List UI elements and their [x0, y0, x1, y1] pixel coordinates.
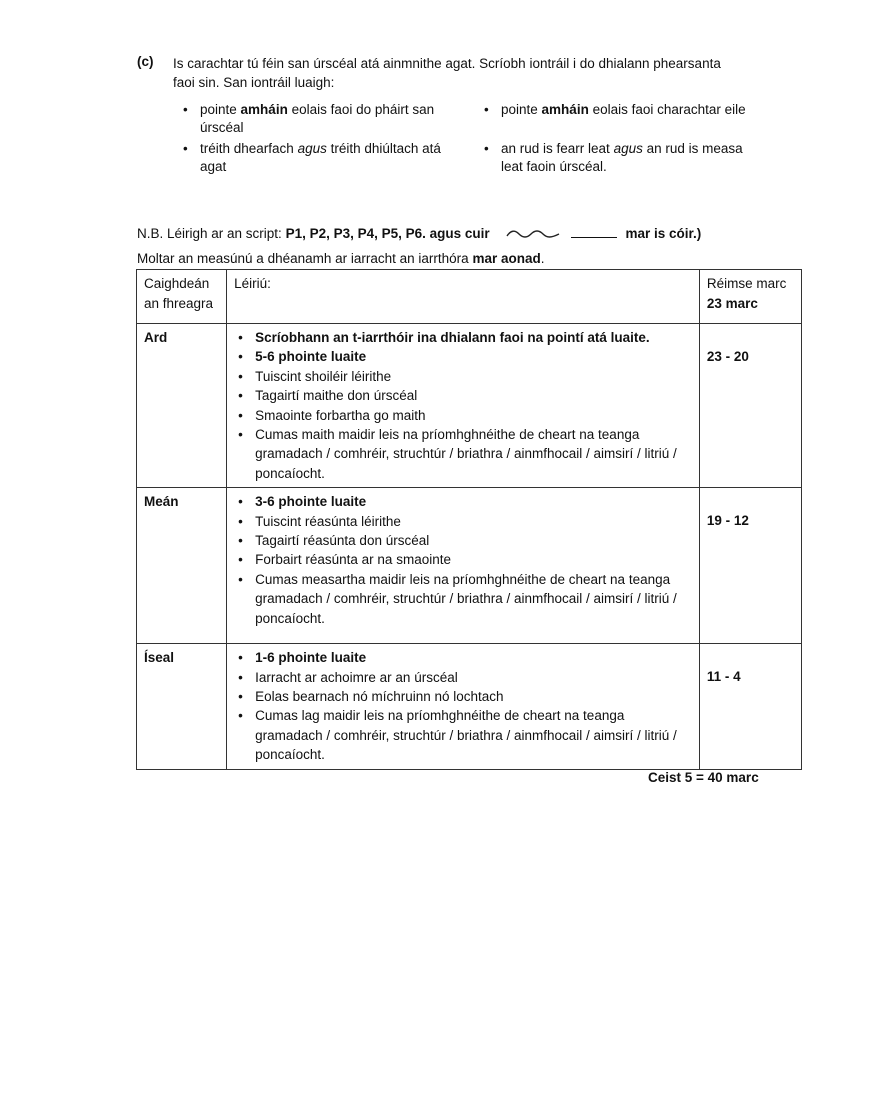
bullet-icon: • — [484, 141, 489, 156]
table-row — [137, 324, 802, 488]
criterion-item: • Iarracht ar achoimre ar an úrscéal — [234, 668, 693, 687]
bullet-icon: • — [238, 388, 243, 404]
criteria-list — [234, 648, 693, 764]
criterion-item: • Scríobhann an t-iarrthóir ina dhialann faoi na pointí atá luaite. — [234, 328, 693, 347]
header-description: Léiriú: — [234, 276, 271, 291]
criterion-item: • Cumas maith maidir leis na príomhghnéithe de cheart na teanga gramadach / comhréir, struchtúr / briathra / ainmfhocail / aimsirí / litriú / poncaíocht. — [238, 427, 677, 481]
table-row — [137, 644, 802, 769]
criterion-item: • Forbairt réasúnta ar na smaointe — [234, 550, 693, 569]
criterion-item: • Tuiscint shoiléir léirithe — [234, 367, 693, 386]
level-label: Íseal — [144, 650, 175, 666]
bullet-icon: • — [484, 102, 489, 117]
criterion-item: • Tagairtí maithe don úrscéal — [234, 386, 693, 405]
criterion-item: • 5-6 phointe luaite — [234, 347, 693, 366]
criterion-item: • 3-6 phointe luaite — [234, 492, 693, 511]
bullet-icon: • — [238, 330, 243, 345]
bullet-icon: • — [238, 708, 243, 724]
mark-range: 19 - 12 — [706, 513, 749, 529]
question-total: Ceist 5 = 40 marc — [648, 770, 759, 785]
bullet-icon: • — [238, 571, 243, 587]
bullet-icon: • — [238, 368, 243, 384]
criterion-item: • Cumas lag maidir leis na príomhghnéithe de cheart na teanga gramadach / comhréir, struchtúr / briathra / ainmfhocail / aimsirí / litriú / poncaíocht. — [238, 708, 677, 763]
criterion-item: • 1-6 phointe luaite — [234, 648, 693, 667]
criterion-item: • Eolas bearnach nó míchruinn nó lochtach — [234, 687, 693, 706]
header-standard: Caighdeán an fhreagra — [144, 276, 214, 311]
criteria-list — [234, 328, 693, 483]
criterion-item: • Tagairtí réasúnta don úrscéal — [234, 531, 693, 550]
level-label: Meán — [144, 494, 179, 510]
table-row — [137, 488, 802, 644]
criterion-item: • Smaointe forbartha go maith — [234, 406, 693, 425]
bullet-icon: • — [238, 427, 243, 443]
bullet-icon: • — [238, 513, 243, 529]
mark-range: 11 - 4 — [706, 669, 741, 685]
nb-instruction: N.B. Léirigh ar an script: P1, P2, P3, P4, P5, P6. agus cuir mar is cóir.) — [137, 226, 702, 241]
bullet-icon: • — [238, 669, 243, 685]
question-label: (c) — [137, 54, 154, 69]
wavy-underline-icon — [505, 228, 561, 240]
assessment-note: Moltar an measúnú a dhéanamh ar iarracht an iarrthóra mar aonad. — [137, 251, 545, 266]
marking-scheme-page: (c) Is carachtar tú féin san úrscéal atá ainmnithe agat. Scríobh iontráil i do dhialann phearsanta faoi sin. San iontráil luaigh: • pointe amháin eolais faoi do pháirt san úrscéal • pointe amháin eolais faoi charachtar eile • tréith dhearfach agus tréith dhiúltach atá agat • an rud is fearr leat agus an rud is measa leat faoin úrscéal. N.B. Léirigh ar an script: P1, P2, P3, P4, P5, P6. agus cuir mar is cóir.) Moltar an measúnú a dhéanamh ar iarracht an iarrthóra mar aonad. Caighdeán an fhreagra Léiriú: Réimse marc 23 marc Ard • Scríobhann an t-iarrthóir ina dhialann faoi na pointí atá luaite. • 5-6 phointe luaite • Tuiscint shoiléir léirithe • Tagairtí maithe don úrscéal • Smaointe forbartha go maith • Cumas maith maidir leis na príomhghnéithe de cheart na teanga gramadach / comhréir, struchtúr / briathra / ainmfhocail / aimsirí / litriú / poncaíocht. 23 - 20 Meán • 3-6 phointe luaite • Tuiscint réasúnta léirithe • Tagairtí réasúnta don úrscéal • Forbairt réasúnta ar na smaointe • Cumas measartha maidir leis na príomhghnéithe de cheart na teanga gramadach / comhréir, struchtúr / briathra / ainmfhocail / aimsirí / litriú / poncaíocht. 19 - 12 Íseal • 1-6 phointe luaite • Iarracht ar achoimre ar an úrscéal • Eolas bearnach nó míchruinn nó lochtach • Cumas lag maidir leis na príomhghnéithe de cheart na teanga gramadach / comhréir, struchtúr / briathra / ainmfhocail / aimsirí / litriú / poncaíocht. 11 - 4 Ceist 5 = 40 marc — [0, 0, 892, 1097]
bullet-icon: • — [238, 349, 243, 365]
bullet-icon: • — [238, 650, 243, 666]
bullet-icon: • — [238, 689, 243, 705]
header-range: Réimse marc 23 marc — [706, 276, 787, 311]
level-label: Ard — [144, 330, 168, 345]
bullet-icon: • — [183, 141, 188, 156]
bullet-icon: • — [238, 552, 243, 568]
bullet-icon: • — [238, 407, 243, 423]
table-header-row — [137, 270, 802, 324]
criteria-list — [234, 492, 693, 628]
bullet-icon: • — [238, 533, 243, 549]
bullet-icon: • — [238, 494, 243, 510]
underline-blank-icon — [571, 226, 617, 238]
question-prompt: Is carachtar tú féin san úrscéal atá ainmnithe agat. Scríobh iontráil i do dhialann phearsanta faoi sin. San iontráil luaigh: — [173, 56, 721, 90]
criterion-item: • Tuiscint réasúnta léirithe — [234, 512, 693, 531]
marking-table — [136, 269, 802, 770]
bullet-icon: • — [183, 102, 188, 117]
criterion-item: • Cumas measartha maidir leis na príomhghnéithe de cheart na teanga gramadach / comhréir, struchtúr / briathra / ainmfhocail / aimsirí / litriú / poncaíocht. — [238, 571, 677, 626]
mark-range: 23 - 20 — [706, 349, 749, 364]
